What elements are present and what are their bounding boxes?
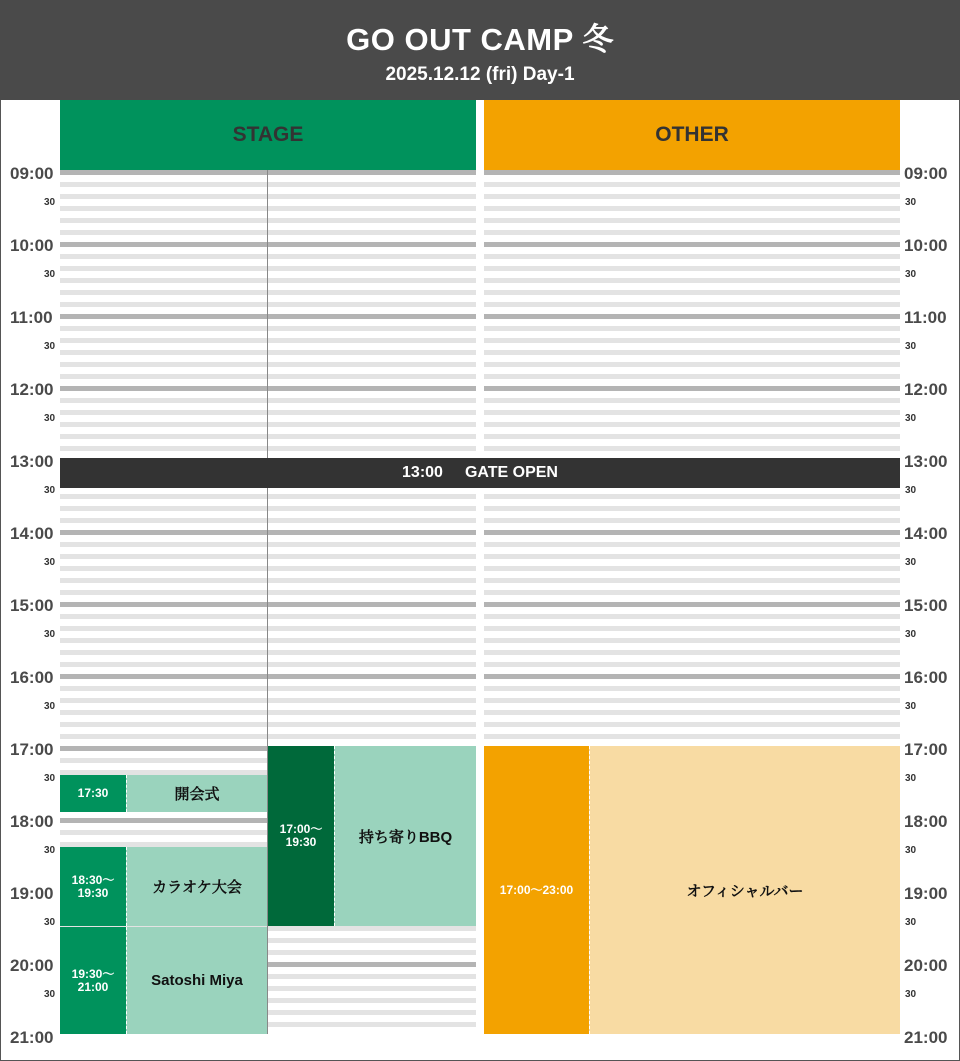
gridline xyxy=(60,218,476,223)
gridline xyxy=(484,518,900,523)
gridline xyxy=(484,374,900,379)
hour-label: 20:00 xyxy=(10,956,54,975)
gridline xyxy=(484,410,900,415)
half-hour-label: 30 xyxy=(905,989,917,1000)
half-hour-label: 30 xyxy=(44,773,56,784)
gridline xyxy=(60,722,476,727)
hour-label: 13:00 xyxy=(904,452,948,471)
gridline xyxy=(484,362,900,367)
stage-column-header: STAGE xyxy=(60,100,476,170)
event-satoshi-miya[interactable] xyxy=(60,927,267,1034)
gridline xyxy=(60,230,476,235)
hour-label: 15:00 xyxy=(904,596,948,615)
hour-gridline xyxy=(484,530,900,535)
event-title: 開会式 xyxy=(126,775,267,812)
hour-label: 10:00 xyxy=(10,236,54,255)
hour-label: 14:00 xyxy=(904,524,948,543)
gridline xyxy=(60,326,476,331)
gridline xyxy=(60,578,476,583)
hour-label: 19:00 xyxy=(10,884,54,903)
gridline xyxy=(60,302,476,307)
hour-label: 16:00 xyxy=(10,668,54,687)
gridline xyxy=(60,518,476,523)
gridline xyxy=(60,182,476,187)
gridline xyxy=(60,206,476,211)
gridline xyxy=(60,542,476,547)
hour-gridline xyxy=(60,602,476,607)
half-hour-label: 30 xyxy=(44,917,56,928)
gridline xyxy=(484,338,900,343)
other-column-header: OTHER xyxy=(484,100,900,170)
hour-gridline xyxy=(60,170,476,175)
page-title: GO OUT CAMP 冬 xyxy=(346,22,614,57)
gridline xyxy=(60,446,476,451)
half-hour-label: 30 xyxy=(44,197,56,208)
half-hour-label: 30 xyxy=(44,629,56,640)
hour-gridline xyxy=(60,242,476,247)
gridline xyxy=(484,206,900,211)
gridline xyxy=(484,554,900,559)
event-title: カラオケ大会 xyxy=(126,847,267,926)
gridline xyxy=(484,290,900,295)
gate-open-banner xyxy=(60,458,900,488)
hour-label: 15:00 xyxy=(10,596,54,615)
gridline xyxy=(484,710,900,715)
half-hour-label: 30 xyxy=(905,485,917,496)
page-header xyxy=(0,0,960,100)
gridline xyxy=(60,422,476,427)
gridline xyxy=(484,302,900,307)
gridline xyxy=(484,434,900,439)
hour-gridline xyxy=(60,674,476,679)
half-hour-label: 30 xyxy=(905,413,917,424)
hour-label: 09:00 xyxy=(10,164,54,183)
event-karaoke[interactable] xyxy=(60,847,267,926)
hour-label: 11:00 xyxy=(10,308,53,327)
gridline xyxy=(484,734,900,739)
hour-label: 17:00 xyxy=(10,740,54,759)
hour-label: 13:00 xyxy=(10,452,54,471)
half-hour-label: 30 xyxy=(44,413,56,424)
gridline xyxy=(484,590,900,595)
gridline xyxy=(60,338,476,343)
hour-gridline xyxy=(484,386,900,391)
gridline xyxy=(484,266,900,271)
half-hour-label: 30 xyxy=(44,269,56,280)
gridline xyxy=(484,698,900,703)
gridline xyxy=(484,662,900,667)
gridline xyxy=(484,578,900,583)
hour-gridline xyxy=(60,314,476,319)
event-opening-ceremony[interactable] xyxy=(60,775,267,812)
hour-label: 10:00 xyxy=(904,236,948,255)
page-subtitle: 2025.12.12 (fri) Day-1 xyxy=(385,64,575,85)
gridline xyxy=(60,254,476,259)
gridline xyxy=(60,494,476,499)
gridline xyxy=(60,614,476,619)
gridline xyxy=(60,590,476,595)
hour-label: 21:00 xyxy=(10,1028,54,1047)
half-hour-label: 30 xyxy=(905,341,917,352)
gate-open-time: 13:00 xyxy=(402,464,443,481)
event-time: 19:30～ 21:00 xyxy=(60,927,126,1034)
hour-label: 21:00 xyxy=(904,1028,948,1047)
gridline xyxy=(484,422,900,427)
gridline xyxy=(60,506,476,511)
event-time: 18:30～ 19:30 xyxy=(60,847,126,926)
gridline xyxy=(60,350,476,355)
gridline xyxy=(484,218,900,223)
gridline xyxy=(484,614,900,619)
hour-label: 20:00 xyxy=(904,956,948,975)
hour-label: 12:00 xyxy=(10,380,54,399)
gridline xyxy=(60,374,476,379)
event-time: 17:00～23:00 xyxy=(484,746,589,1034)
gridline xyxy=(60,566,476,571)
gridline xyxy=(60,626,476,631)
half-hour-label: 30 xyxy=(905,557,917,568)
gridline xyxy=(60,650,476,655)
half-hour-label: 30 xyxy=(44,989,56,1000)
gridline xyxy=(60,638,476,643)
gridline xyxy=(60,410,476,415)
gridline xyxy=(60,362,476,367)
gridline xyxy=(484,350,900,355)
gridline xyxy=(484,686,900,691)
gridline xyxy=(60,734,476,739)
gridline xyxy=(484,566,900,571)
half-hour-label: 30 xyxy=(905,773,917,784)
hour-gridline xyxy=(484,602,900,607)
event-time: 17:00～ 19:30 xyxy=(268,746,334,926)
hour-label: 18:00 xyxy=(10,812,54,831)
hour-label: 09:00 xyxy=(904,164,948,183)
hour-gridline xyxy=(60,530,476,535)
hour-label: 17:00 xyxy=(904,740,948,759)
hour-gridline xyxy=(484,314,900,319)
half-hour-label: 30 xyxy=(905,629,917,640)
gridline xyxy=(60,698,476,703)
gridline xyxy=(60,266,476,271)
half-hour-label: 30 xyxy=(44,557,56,568)
gridline xyxy=(484,194,900,199)
event-title: オフィシャルバー xyxy=(589,746,900,1034)
hour-gridline xyxy=(484,170,900,175)
hour-label: 11:00 xyxy=(904,308,947,327)
event-bbq[interactable] xyxy=(268,746,476,926)
half-hour-label: 30 xyxy=(905,845,917,856)
gridline xyxy=(484,446,900,451)
event-title: 持ち寄りBBQ xyxy=(334,746,476,926)
gridline xyxy=(484,722,900,727)
hour-label: 12:00 xyxy=(904,380,948,399)
hour-label: 16:00 xyxy=(904,668,948,687)
event-title: Satoshi Miya xyxy=(126,927,267,1034)
half-hour-label: 30 xyxy=(905,197,917,208)
gridline xyxy=(484,542,900,547)
hour-label: 18:00 xyxy=(904,812,948,831)
gate-open-label: GATE OPEN xyxy=(464,464,558,481)
gridline xyxy=(484,650,900,655)
gridline xyxy=(484,638,900,643)
hour-gridline xyxy=(484,242,900,247)
gridline xyxy=(60,194,476,199)
gridline xyxy=(60,434,476,439)
event-time: 17:30 xyxy=(60,775,126,812)
gridline xyxy=(484,182,900,187)
gridline xyxy=(60,710,476,715)
gridline xyxy=(60,290,476,295)
gridline xyxy=(484,398,900,403)
half-hour-label: 30 xyxy=(44,845,56,856)
hour-label: 19:00 xyxy=(904,884,948,903)
hour-gridline xyxy=(484,674,900,679)
gridline xyxy=(484,254,900,259)
half-hour-label: 30 xyxy=(44,485,56,496)
gridline xyxy=(60,662,476,667)
hour-gridline xyxy=(60,386,476,391)
half-hour-label: 30 xyxy=(44,341,56,352)
gridline xyxy=(60,278,476,283)
half-hour-label: 30 xyxy=(44,701,56,712)
gridline xyxy=(484,326,900,331)
gridline xyxy=(484,278,900,283)
hour-label: 14:00 xyxy=(10,524,54,543)
event-official-bar[interactable] xyxy=(484,746,900,1034)
half-hour-label: 30 xyxy=(905,917,917,928)
gridline xyxy=(484,626,900,631)
gridline xyxy=(484,494,900,499)
half-hour-label: 30 xyxy=(905,269,917,280)
half-hour-label: 30 xyxy=(905,701,917,712)
gridline xyxy=(484,506,900,511)
gridline xyxy=(60,398,476,403)
gridline xyxy=(484,230,900,235)
gridline xyxy=(60,686,476,691)
gridline xyxy=(60,554,476,559)
